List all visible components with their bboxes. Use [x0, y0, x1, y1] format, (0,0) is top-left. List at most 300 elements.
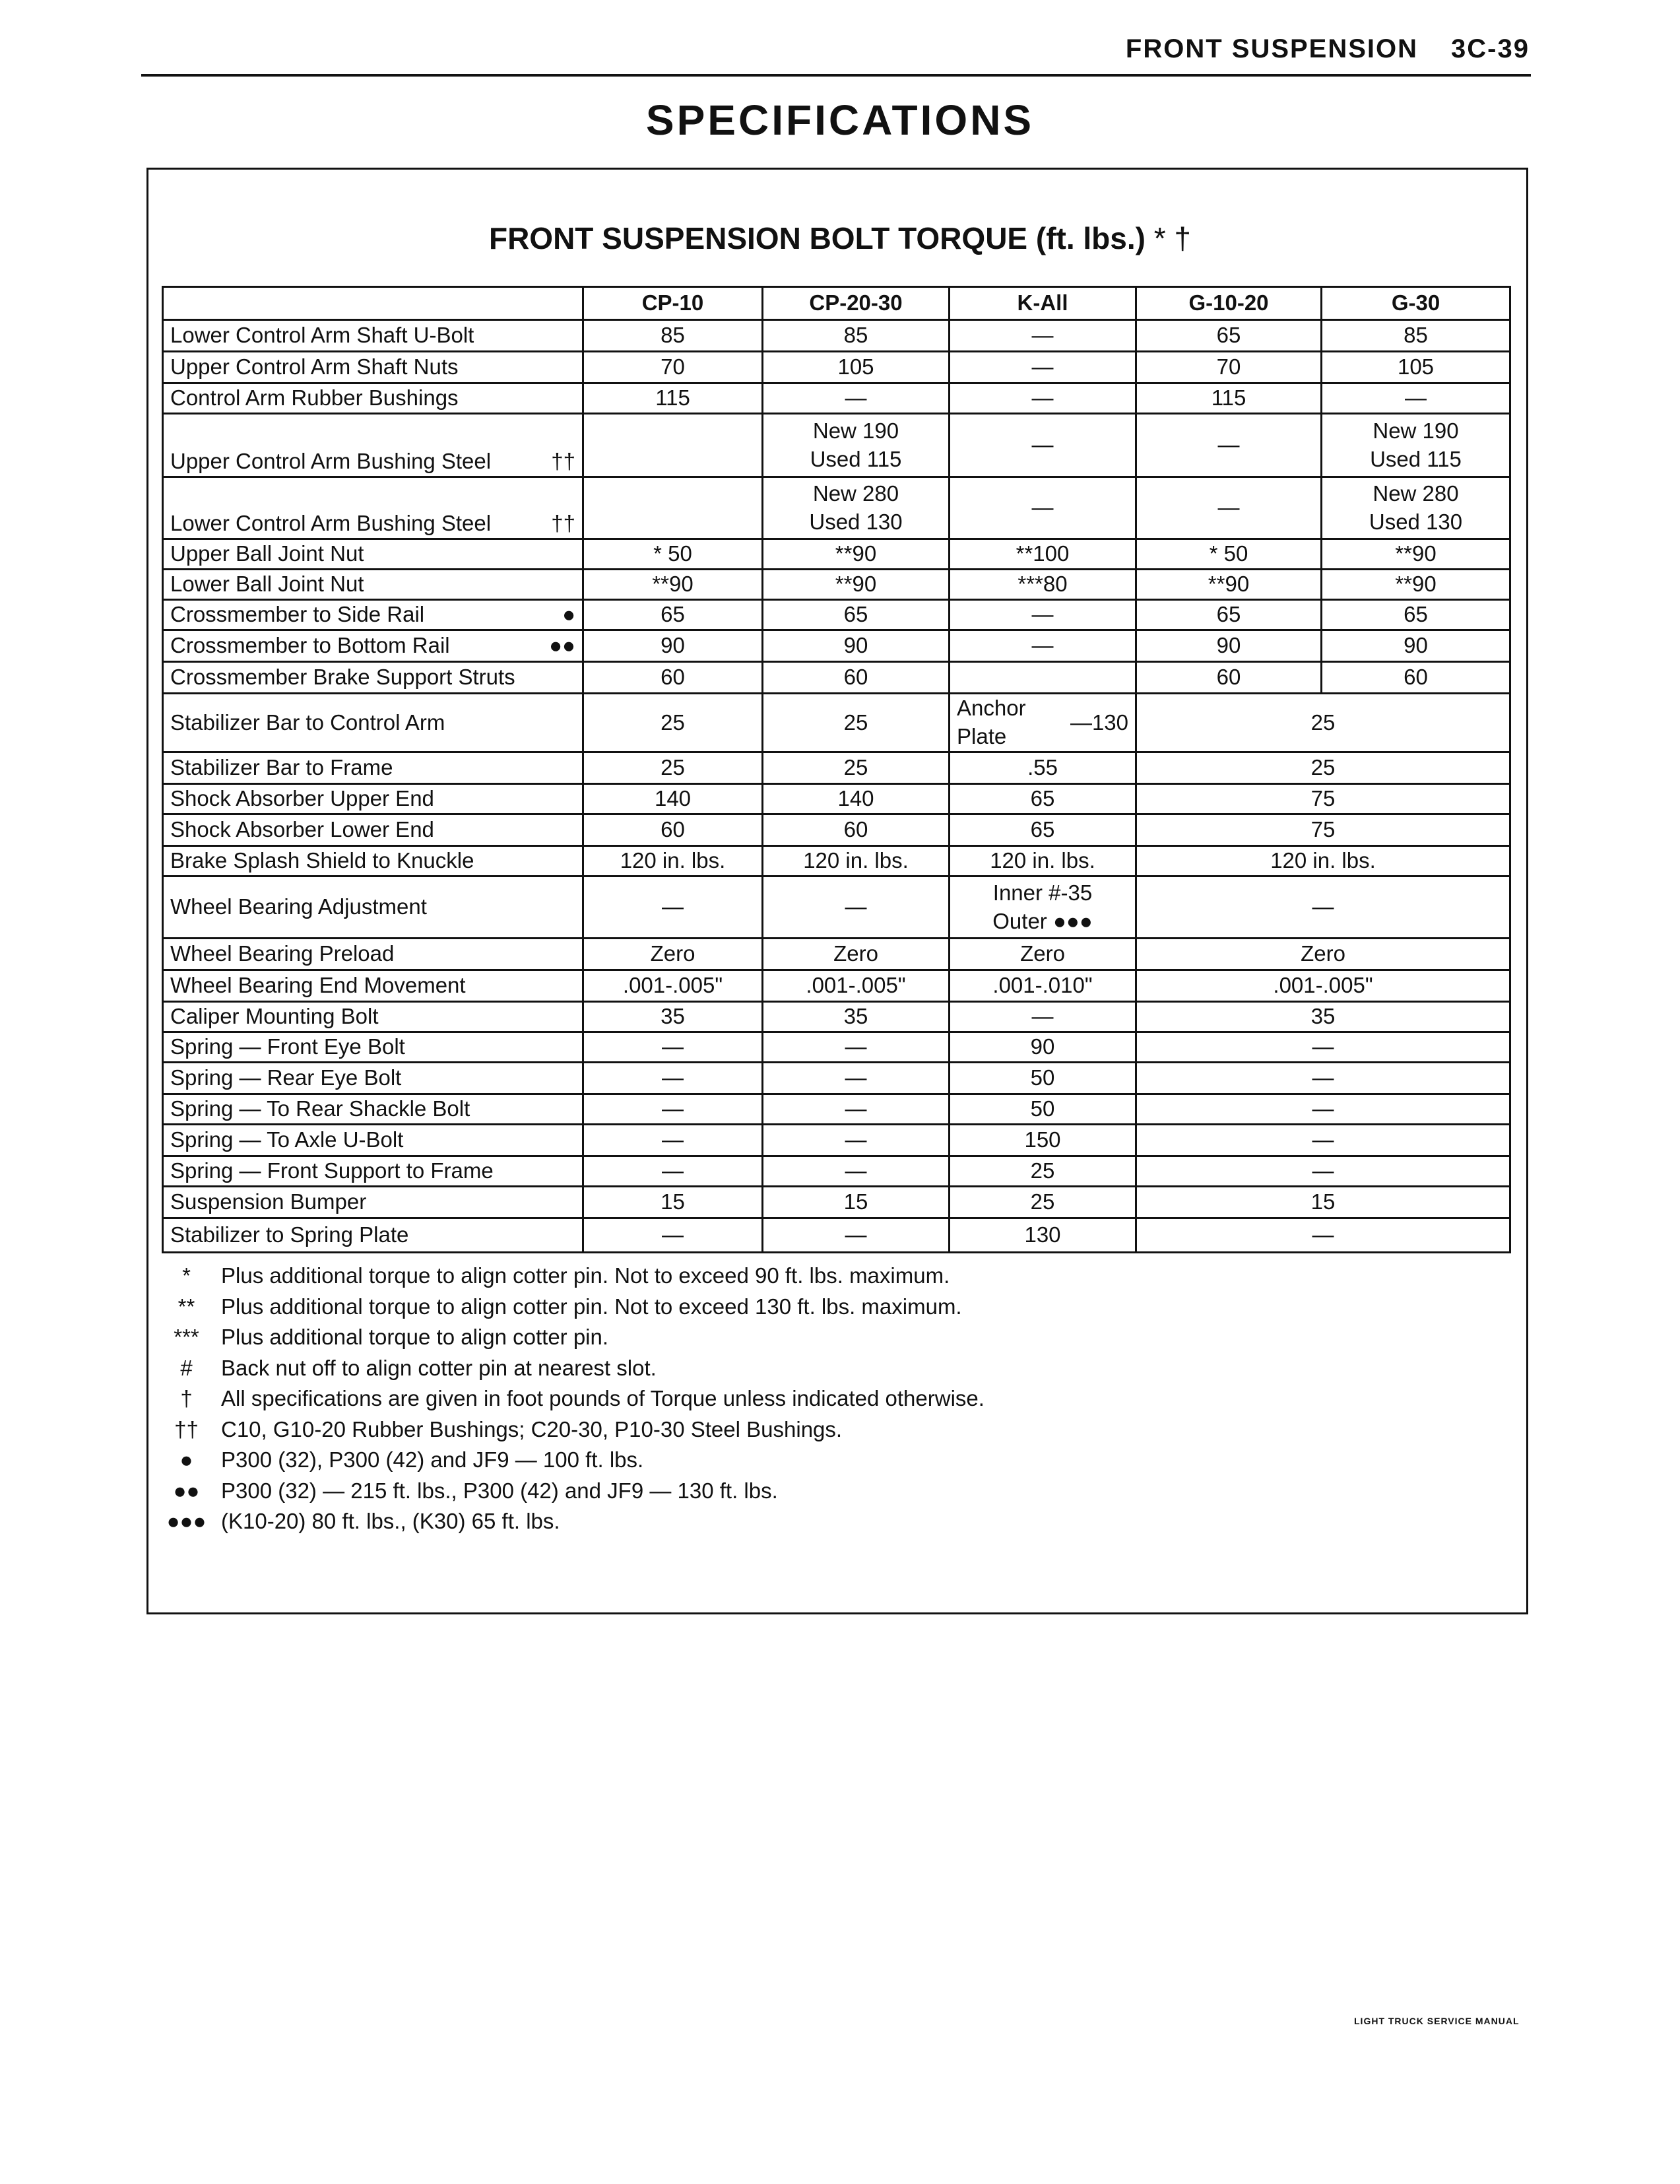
value-cell: [1136, 1032, 1510, 1063]
row-footnote-mark: ††: [551, 449, 575, 474]
row-label: [163, 970, 583, 1002]
value-line: —: [1031, 1004, 1054, 1029]
anchor-label: [957, 694, 1026, 751]
row-label-wrap: [170, 570, 575, 599]
value-line: 25: [1310, 755, 1336, 780]
row-label-text: Shock Absorber Lower End: [170, 817, 434, 842]
row-label-wrap: [170, 1033, 575, 1061]
page-number: 3C-39: [1451, 34, 1530, 63]
value-line: **90: [835, 541, 877, 566]
table-row: [163, 1002, 1510, 1032]
value-cell: [763, 1218, 950, 1253]
footnote: [152, 1261, 985, 1292]
value-cell: [763, 784, 950, 814]
value-line: 150: [1024, 1127, 1061, 1152]
value-cell: [1136, 383, 1322, 414]
value-line: —: [845, 1034, 867, 1059]
footnote: [152, 1322, 985, 1353]
row-label: [163, 414, 583, 477]
value-cell: [763, 694, 950, 752]
row-label: [163, 1032, 583, 1063]
value-line: * 50: [653, 541, 692, 566]
value-line: —: [662, 1222, 684, 1247]
value-cell: [583, 752, 763, 784]
column-header: CP-10: [583, 287, 763, 320]
footnote-mark: ††: [174, 1416, 199, 1441]
value-cell: [583, 1063, 763, 1094]
value-line: 65: [1030, 786, 1055, 811]
section-name: FRONT SUSPENSION: [1125, 34, 1419, 63]
row-label: [163, 752, 583, 784]
table-header-row: [163, 287, 1510, 320]
row-label-text: Caliper Mounting Bolt: [170, 1004, 379, 1029]
table-row: [163, 662, 1510, 694]
row-label: [163, 600, 583, 630]
row-label: [163, 846, 583, 877]
value-cell: [1136, 539, 1322, 570]
value-cell: [1136, 814, 1510, 846]
table-row: [163, 877, 1510, 939]
value-cell: [1136, 1002, 1510, 1032]
value-cell: [1136, 784, 1510, 814]
row-label-wrap: [170, 353, 575, 381]
row-label: [163, 630, 583, 662]
value-cell: [1136, 477, 1322, 539]
value-line: 90: [843, 633, 868, 658]
value-cell: [583, 600, 763, 630]
value-line: —: [1217, 432, 1240, 457]
row-label-text: Crossmember Brake Support Struts: [170, 665, 515, 690]
value-line: 120 in. lbs.: [990, 848, 1095, 873]
value-line: .001-.005": [622, 973, 723, 998]
row-label: [163, 383, 583, 414]
value-line: —: [1312, 894, 1334, 919]
row-label: [163, 570, 583, 600]
footnote-text: P300 (32) — 215 ft. lbs., P300 (42) and JF9 — 130 ft. lbs.: [221, 1478, 778, 1503]
value-cell: [583, 814, 763, 846]
value-cell: [1136, 970, 1510, 1002]
value-line: 120 in. lbs.: [620, 848, 726, 873]
table-row: [163, 1218, 1510, 1253]
table-row: [163, 1125, 1510, 1156]
value-cell: [583, 352, 763, 383]
value-cell: [1322, 320, 1510, 352]
row-label-wrap: [170, 785, 575, 813]
value-line: 130: [1024, 1222, 1061, 1247]
value-cell: [950, 752, 1136, 784]
row-label-wrap: [170, 1003, 575, 1031]
value-cell: [950, 1125, 1136, 1156]
row-label-wrap: [170, 663, 575, 692]
value-line: —: [1031, 385, 1054, 411]
value-cell: [1136, 939, 1510, 970]
table-row: [163, 600, 1510, 630]
header-rule: [141, 74, 1531, 77]
value-line: —: [662, 1127, 684, 1152]
value-line: 60: [843, 665, 868, 690]
table-row: [163, 846, 1510, 877]
table-row: [163, 752, 1510, 784]
table-row: [163, 694, 1510, 752]
footnote-mark: *: [182, 1263, 191, 1288]
value-cell: [763, 662, 950, 694]
row-label-wrap: [170, 972, 575, 1000]
value-cell: [1322, 352, 1510, 383]
row-label-wrap: [170, 384, 575, 413]
table-row: [163, 1156, 1510, 1187]
row-label-wrap: [170, 1126, 575, 1154]
row-label: [163, 939, 583, 970]
value-line: 15: [661, 1189, 685, 1214]
value-cell: [763, 814, 950, 846]
row-label-text: Upper Ball Joint Nut: [170, 541, 364, 566]
value-line: 85: [661, 323, 685, 348]
value-line: 90: [1030, 1034, 1055, 1059]
value-cell: [950, 877, 1136, 939]
row-label-text: Crossmember to Bottom Rail: [170, 633, 450, 658]
value-line: 25: [1030, 1158, 1055, 1183]
value-cell: [950, 970, 1136, 1002]
row-label-wrap: [170, 321, 575, 350]
value-line: 60: [843, 817, 868, 842]
value-line: 15: [843, 1189, 868, 1214]
row-footnote-mark: ††: [551, 511, 575, 536]
value-line: 105: [837, 354, 874, 380]
row-label: [163, 352, 583, 383]
value-cell: [763, 1002, 950, 1032]
value-cell: [763, 414, 950, 477]
row-label-text: Upper Control Arm Shaft Nuts: [170, 354, 459, 380]
row-label: [163, 877, 583, 939]
table-row: [163, 570, 1510, 600]
value-line: .55: [1027, 755, 1058, 780]
value-line: —: [1031, 602, 1054, 627]
page-title: SPECIFICATIONS: [645, 96, 1035, 144]
value-line: 70: [661, 354, 685, 380]
row-label-wrap: [170, 1188, 575, 1216]
anchor-label-line: Plate: [957, 724, 1007, 748]
row-label-wrap: [170, 1095, 575, 1123]
value-cell: [1136, 570, 1322, 600]
value-cell: [1136, 1156, 1510, 1187]
value-cell: [763, 970, 950, 1002]
table-row: [163, 539, 1510, 570]
value-line: Outer ●●●: [992, 908, 1093, 933]
value-line: —: [1312, 1096, 1334, 1121]
value-cell: [1136, 320, 1322, 352]
value-cell: [1136, 1063, 1510, 1094]
value-cell: [1322, 539, 1510, 570]
row-label-text: Lower Control Arm Bushing Steel: [170, 511, 492, 536]
value-cell: [583, 320, 763, 352]
row-footnote-mark: ●●: [549, 633, 575, 658]
torque-table: [162, 286, 1511, 1253]
row-label-text: Suspension Bumper: [170, 1189, 367, 1214]
value-line: * 50: [1209, 541, 1248, 566]
row-label-text: Spring — Front Eye Bolt: [170, 1034, 405, 1059]
anchor-plate-value: [957, 694, 1128, 751]
row-label: [163, 1125, 583, 1156]
value-line: 35: [1310, 1004, 1336, 1029]
value-cell: [950, 477, 1136, 539]
value-line: 25: [843, 755, 868, 780]
value-line: **90: [1395, 541, 1437, 566]
value-cell: [1136, 1187, 1510, 1218]
value-cell: [583, 630, 763, 662]
footnotes: [152, 1261, 985, 1537]
value-cell: [1136, 1094, 1510, 1125]
value-line: 25: [1310, 710, 1336, 735]
value-cell: [1322, 662, 1510, 694]
value-cell: [1136, 630, 1322, 662]
value-line: .001-.005": [806, 973, 906, 998]
value-cell: [763, 539, 950, 570]
manual-footer: LIGHT TRUCK SERVICE MANUAL: [1354, 2016, 1520, 2026]
row-label: [163, 784, 583, 814]
value-cell: [583, 662, 763, 694]
footnote-mark: #: [180, 1355, 193, 1380]
row-label: [163, 1063, 583, 1094]
value-line: —: [1405, 385, 1427, 411]
row-label: [163, 1218, 583, 1253]
value-cell: [583, 1156, 763, 1187]
value-line: —: [1031, 633, 1054, 658]
row-label: [163, 477, 583, 539]
footnote: [152, 1383, 985, 1414]
value-cell: [583, 570, 763, 600]
row-label: [163, 694, 583, 752]
value-cell: [950, 320, 1136, 352]
value-line: —: [845, 1065, 867, 1090]
value-cell: [950, 570, 1136, 600]
value-cell: [950, 414, 1136, 477]
value-line: New 280: [812, 480, 899, 506]
value-line: 65: [1030, 817, 1055, 842]
value-cell: [1322, 630, 1510, 662]
value-cell: [1136, 1125, 1510, 1156]
value-line: —: [1031, 495, 1054, 520]
value-line: 25: [1030, 1189, 1055, 1214]
anchor-torque: —130: [1070, 710, 1128, 735]
row-label-text: Shock Absorber Upper End: [170, 786, 434, 811]
value-line: 60: [661, 665, 685, 690]
value-cell: [950, 600, 1136, 630]
value-cell: [950, 352, 1136, 383]
table-row: [163, 383, 1510, 414]
value-line: 65: [1216, 323, 1241, 348]
row-footnote-mark: ●: [562, 602, 575, 627]
footnote-mark: †: [180, 1386, 193, 1411]
row-label-text: Wheel Bearing Adjustment: [170, 894, 427, 919]
value-cell: [763, 600, 950, 630]
value-cell: [950, 846, 1136, 877]
row-label: [163, 320, 583, 352]
value-line: 75: [1310, 817, 1336, 842]
row-label-text: Spring — Rear Eye Bolt: [170, 1065, 402, 1090]
value-line: 50: [1030, 1065, 1055, 1090]
value-cell: [1136, 694, 1510, 752]
value-cell: [583, 383, 763, 414]
value-cell: [950, 630, 1136, 662]
value-line: New 190: [1373, 418, 1459, 443]
value-cell: [950, 694, 1136, 752]
value-line: —: [1217, 495, 1240, 520]
value-cell: [950, 1002, 1136, 1032]
value-line: —: [662, 1158, 684, 1183]
value-cell: [583, 694, 763, 752]
value-cell: [583, 846, 763, 877]
row-label-wrap: [170, 632, 575, 660]
value-cell: [950, 939, 1136, 970]
value-line: —: [845, 1158, 867, 1183]
footnote: [152, 1506, 985, 1537]
footnote-mark: **: [178, 1294, 195, 1319]
value-line: 25: [661, 710, 685, 735]
row-label-wrap: [170, 1157, 575, 1185]
footnote-mark: ●●●: [166, 1509, 207, 1534]
value-line: 115: [1211, 385, 1246, 411]
value-line: **100: [1016, 541, 1070, 566]
value-cell: [1136, 877, 1510, 939]
value-line: New 190: [812, 418, 899, 443]
value-cell: [583, 877, 763, 939]
footnote-text: Plus additional torque to align cotter pin. Not to exceed 90 ft. lbs. maximum.: [221, 1263, 950, 1288]
row-label-text: Wheel Bearing End Movement: [170, 973, 466, 998]
column-header: K-All: [950, 287, 1136, 320]
row-label-text: Stabilizer Bar to Frame: [170, 755, 393, 780]
value-cell: [950, 784, 1136, 814]
value-line: 60: [661, 817, 685, 842]
footnote: [152, 1445, 985, 1476]
value-line: Used 115: [810, 446, 902, 471]
table-row: [163, 352, 1510, 383]
value-line: —: [1031, 323, 1054, 348]
column-header: [163, 287, 583, 320]
value-cell: [583, 414, 763, 477]
row-label-text: Stabilizer Bar to Control Arm: [170, 710, 445, 735]
value-cell: [1136, 352, 1322, 383]
row-label-wrap: [170, 816, 575, 844]
row-label-text: Lower Ball Joint Nut: [170, 572, 364, 597]
value-line: 90: [661, 633, 685, 658]
table-row: [163, 320, 1510, 352]
value-line: 65: [1216, 602, 1241, 627]
value-line: —: [1031, 432, 1054, 457]
value-cell: [1322, 383, 1510, 414]
table-title: [0, 220, 1680, 256]
running-header: [1126, 34, 1530, 64]
value-cell: [950, 814, 1136, 846]
row-label-wrap: [170, 1221, 575, 1249]
value-cell: [1136, 600, 1322, 630]
value-line: —: [845, 385, 867, 411]
table-row: [163, 814, 1510, 846]
value-cell: [583, 970, 763, 1002]
row-label: [163, 1156, 583, 1187]
row-label-wrap: [170, 893, 575, 921]
column-header: CP-20-30: [763, 287, 950, 320]
value-line: Used 130: [809, 509, 903, 534]
value-cell: [583, 1094, 763, 1125]
row-label-text: Brake Splash Shield to Knuckle: [170, 848, 474, 873]
table-row: [163, 1032, 1510, 1063]
row-label-text: Crossmember to Side Rail: [170, 602, 425, 627]
value-line: 90: [1404, 633, 1428, 658]
value-line: 35: [661, 1004, 685, 1029]
value-line: —: [662, 1096, 684, 1121]
value-cell: [763, 352, 950, 383]
table-row: [163, 970, 1510, 1002]
table-row: [163, 784, 1510, 814]
value-cell: [763, 383, 950, 414]
row-label-wrap: [170, 447, 575, 476]
row-label-wrap: [170, 601, 575, 629]
table-row: [163, 1063, 1510, 1094]
value-cell: [950, 1156, 1136, 1187]
value-line: —: [1312, 1127, 1334, 1152]
value-cell: [950, 1032, 1136, 1063]
value-line: 65: [843, 602, 868, 627]
value-line: —: [845, 1222, 867, 1247]
value-line: 35: [843, 1004, 868, 1029]
footnote: [152, 1353, 985, 1384]
row-label: [163, 1002, 583, 1032]
value-cell: [1136, 1218, 1510, 1253]
column-header: G-10-20: [1136, 287, 1322, 320]
value-line: 25: [661, 755, 685, 780]
value-cell: [1136, 752, 1510, 784]
value-cell: [1136, 414, 1322, 477]
value-cell: [583, 1032, 763, 1063]
row-label-wrap: [170, 754, 575, 782]
row-label-text: Control Arm Rubber Bushings: [170, 385, 459, 411]
value-cell: [1322, 570, 1510, 600]
value-line: Used 130: [1369, 509, 1463, 534]
value-line: 105: [1397, 354, 1435, 380]
value-cell: [950, 1063, 1136, 1094]
value-cell: [763, 1125, 950, 1156]
value-line: 70: [1216, 354, 1241, 380]
table-row: [163, 1187, 1510, 1218]
value-line: —: [845, 1096, 867, 1121]
value-cell: [950, 383, 1136, 414]
value-line: —: [662, 1065, 684, 1090]
value-cell: [583, 539, 763, 570]
value-cell: [583, 1002, 763, 1032]
table-title-marks: * †: [1153, 221, 1192, 255]
value-cell: [763, 1187, 950, 1218]
footnote-text: (K10-20) 80 ft. lbs., (K30) 65 ft. lbs.: [221, 1509, 560, 1534]
value-line: 140: [654, 786, 692, 811]
value-cell: [950, 1187, 1136, 1218]
value-line: —: [1031, 354, 1054, 380]
table-row: [163, 939, 1510, 970]
footnote: [152, 1292, 985, 1323]
value-line: 25: [843, 710, 868, 735]
row-label-text: Stabilizer to Spring Plate: [170, 1222, 409, 1247]
value-cell: [950, 1094, 1136, 1125]
value-line: —: [1312, 1065, 1334, 1090]
value-line: **90: [835, 572, 877, 597]
row-label: [163, 1094, 583, 1125]
value-line: Zero: [833, 941, 878, 966]
footnote: [152, 1476, 985, 1507]
value-cell: [583, 939, 763, 970]
footnote-text: P300 (32), P300 (42) and JF9 — 100 ft. lbs.: [221, 1447, 644, 1473]
table-row: [163, 630, 1510, 662]
value-cell: [763, 1094, 950, 1125]
footnote-mark: ***: [174, 1325, 199, 1350]
